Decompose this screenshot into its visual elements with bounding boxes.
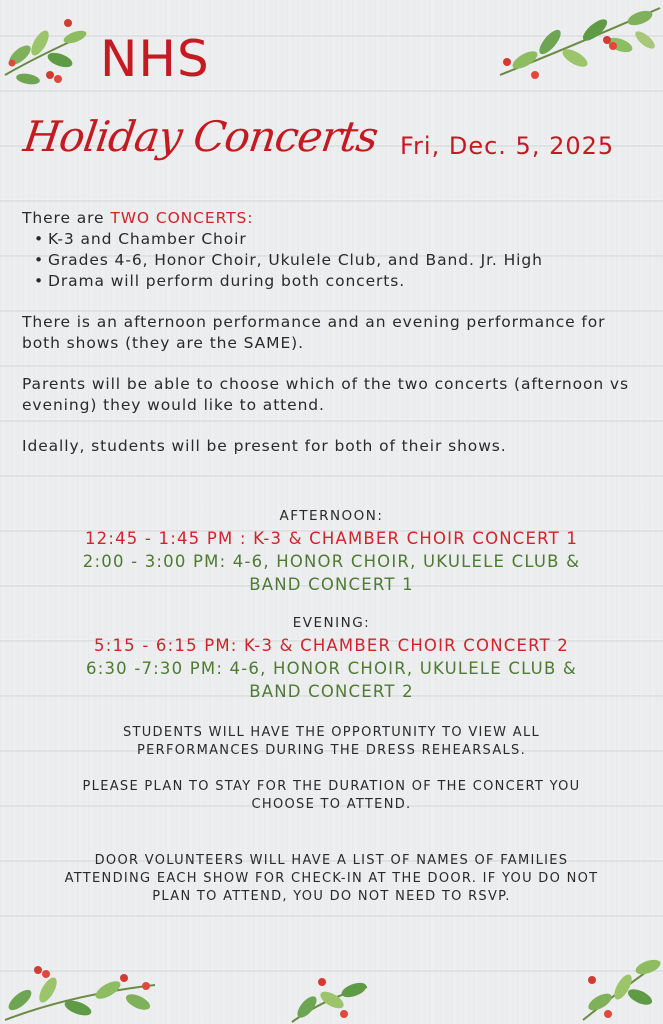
afternoon-schedule	[0, 508, 663, 596]
intro-section	[22, 208, 632, 457]
afternoon-concert-2-line1: 2:00 - 3:00 PM: 4-6, HONOR CHOIR, UKULELE CLUB &	[82, 552, 581, 571]
event-date: Fri, Dec. 5, 2025	[400, 132, 615, 160]
rehearsal-note-line1: STUDENTS WILL HAVE THE OPPORTUNITY TO VIEW ALL	[122, 725, 541, 740]
rehearsal-note	[30, 724, 633, 760]
volunteer-note-line3: PLAN TO ATTEND, YOU DO NOT NEED TO RSVP.	[152, 889, 511, 904]
evening-heading: EVENING:	[292, 615, 371, 631]
intro-lead-line	[22, 208, 632, 229]
duration-note-line1: PLEASE PLAN TO STAY FOR THE DURATION OF THE CONCERT YOU	[82, 779, 581, 794]
afternoon-concert-2-line2: BAND CONCERT 1	[249, 575, 414, 594]
two-concerts-highlight: TWO CONCERTS:	[110, 209, 254, 227]
volunteer-note-line1: DOOR VOLUNTEERS WILL HAVE A LIST OF NAMES OF FAMILIES	[94, 853, 569, 868]
list-item: • K-3 and Chamber Choir	[22, 229, 632, 250]
school-title: NHS	[100, 30, 210, 88]
holly-sprig-bottom-left-icon	[0, 960, 160, 1024]
holly-sprig-top-right-icon	[495, 0, 663, 90]
duration-note	[30, 778, 633, 814]
evening-concert-2-line2: BAND CONCERT 2	[249, 682, 414, 701]
evening-concert-1: 5:15 - 6:15 PM: K-3 & CHAMBER CHOIR CONCERT 2	[94, 636, 569, 655]
volunteer-note-line2: ATTENDING EACH SHOW FOR CHECK-IN AT THE DOOR. IF YOU DO NOT	[64, 871, 599, 886]
choice-info-paragraph: Parents will be able to choose which of the two concerts (afternoon vs evening) they would like to attend.	[22, 375, 629, 414]
evening-concert-2-line1: 6:30 -7:30 PM: 4-6, HONOR CHOIR, UKULELE CLUB &	[86, 659, 577, 678]
event-title: Holiday Concerts	[20, 112, 381, 161]
evening-schedule	[0, 615, 663, 703]
intro-lead: There are	[22, 209, 111, 227]
list-item: • Drama will perform during both concerts.	[22, 271, 632, 292]
duration-note-line2: CHOOSE TO ATTEND.	[251, 797, 412, 812]
list-item: • Grades 4-6, Honor Choir, Ukulele Club, and Band. Jr. High	[22, 250, 632, 271]
attendance-info-paragraph: Ideally, students will be present for both of their shows.	[22, 437, 507, 455]
afternoon-concert-1: 12:45 - 1:45 PM : K-3 & CHAMBER CHOIR CONCERT 1	[84, 529, 579, 548]
performance-info-paragraph: There is an afternoon performance and an evening performance for both shows (they are the SAME).	[22, 313, 606, 352]
volunteer-note	[30, 852, 633, 906]
concert-groups-list	[22, 229, 632, 292]
holly-sprig-bottom-center-icon	[282, 972, 377, 1024]
holly-sprig-bottom-right-icon	[578, 952, 663, 1024]
afternoon-heading: AFTERNOON:	[279, 508, 384, 524]
holly-sprig-top-left-icon	[0, 15, 95, 90]
rehearsal-note-line2: PERFORMANCES DURING THE DRESS REHEARSALS.	[136, 743, 527, 758]
